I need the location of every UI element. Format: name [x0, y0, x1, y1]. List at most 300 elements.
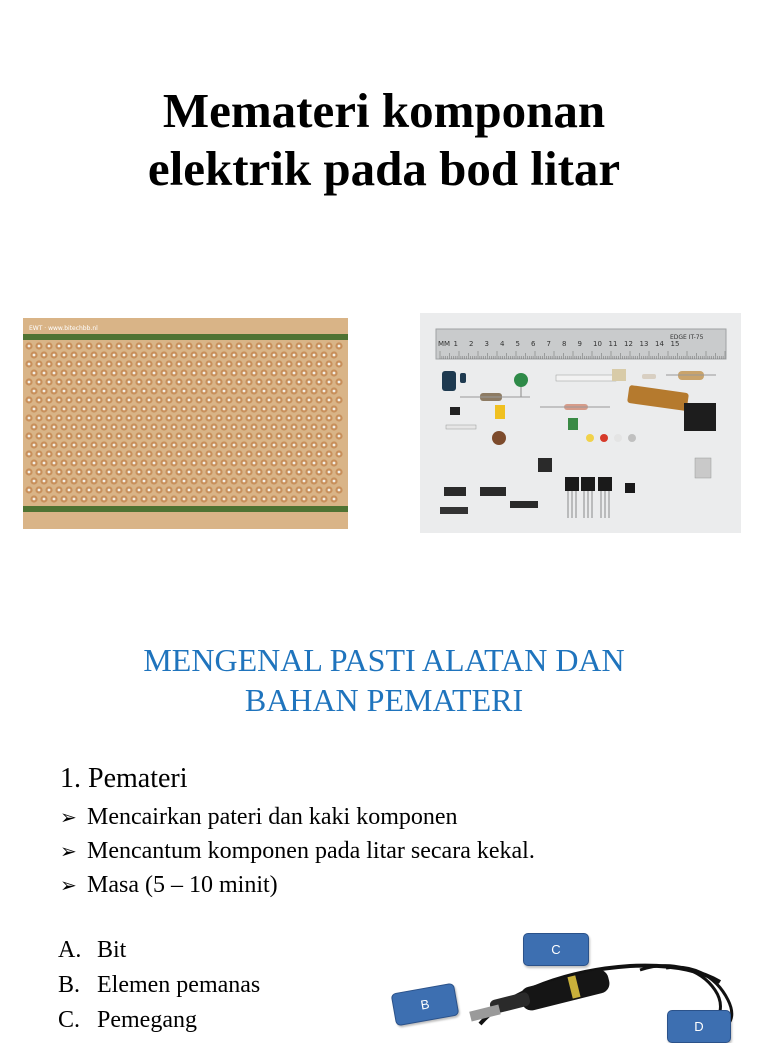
stripboard-hole	[308, 363, 311, 366]
ruler-number: 5	[515, 340, 520, 348]
stripboard-hole	[123, 390, 126, 393]
stripboard-hole	[128, 363, 131, 366]
stripboard-hole	[88, 453, 91, 456]
ruler-number: 8	[562, 340, 567, 348]
stripboard-hole	[253, 480, 256, 483]
stripboard-hole	[318, 363, 321, 366]
stripboard-hole	[203, 390, 206, 393]
stripboard-hole	[268, 471, 271, 474]
transistor-icon	[565, 477, 579, 491]
stripboard-hole	[218, 399, 221, 402]
stripboard-hole	[103, 498, 106, 501]
stripboard-hole	[158, 435, 161, 438]
stripboard-hole	[28, 435, 31, 438]
stripboard-hole	[293, 480, 296, 483]
stripboard-hole	[268, 435, 271, 438]
stripboard-hole	[263, 462, 266, 465]
stripboard-hole	[288, 453, 291, 456]
stripboard-hole	[38, 453, 41, 456]
stripboard-hole	[203, 426, 206, 429]
stripboard-hole	[233, 480, 236, 483]
stripboard-hole	[143, 498, 146, 501]
stripboard-hole	[193, 498, 196, 501]
stripboard-hole	[218, 345, 221, 348]
stripboard-hole	[308, 381, 311, 384]
stripboard-hole	[33, 426, 36, 429]
stripboard-hole	[193, 480, 196, 483]
stripboard-hole	[98, 345, 101, 348]
stripboard-hole	[213, 354, 216, 357]
stripboard-hole	[283, 390, 286, 393]
stripboard-hole	[228, 345, 231, 348]
stripboard-hole	[248, 489, 251, 492]
stripboard-hole	[28, 453, 31, 456]
stripboard-hole	[193, 426, 196, 429]
stripboard-hole	[68, 453, 71, 456]
stripboard-hole	[173, 390, 176, 393]
stripboard-hole	[188, 435, 191, 438]
stripboard-hole	[263, 480, 266, 483]
stripboard-hole	[283, 462, 286, 465]
stripboard-hole	[278, 381, 281, 384]
stripboard-hole	[78, 399, 81, 402]
stripboard-hole	[313, 480, 316, 483]
stripboard-hole	[238, 381, 241, 384]
stripboard-hole	[63, 426, 66, 429]
stripboard-hole	[133, 390, 136, 393]
stripboard-hole	[143, 354, 146, 357]
stripboard-hole	[193, 408, 196, 411]
stripboard-hole	[93, 480, 96, 483]
stripboard-hole	[253, 354, 256, 357]
stripboard-hole	[258, 471, 261, 474]
stripboard-hole	[78, 471, 81, 474]
stripboard-hole	[318, 399, 321, 402]
stripboard-hole	[178, 345, 181, 348]
stripboard-hole	[288, 435, 291, 438]
stripboard-hole	[48, 381, 51, 384]
stripboard-hole	[213, 444, 216, 447]
ceramic-capacitor-icon	[514, 373, 528, 387]
stripboard-hole	[63, 462, 66, 465]
stripboard-hole	[298, 453, 301, 456]
stripboard-hole	[213, 408, 216, 411]
stripboard-hole	[73, 408, 76, 411]
stripboard-hole	[253, 498, 256, 501]
stripboard-hole	[213, 480, 216, 483]
stripboard-hole	[233, 354, 236, 357]
stripboard-hole	[238, 363, 241, 366]
stripboard-hole	[53, 408, 56, 411]
stripboard-hole	[73, 354, 76, 357]
stripboard-hole	[133, 462, 136, 465]
stripboard-hole	[33, 444, 36, 447]
stripboard-hole	[323, 372, 326, 375]
stripboard-hole	[78, 381, 81, 384]
stripboard-hole	[123, 498, 126, 501]
stripboard-hole	[258, 363, 261, 366]
stripboard-hole	[233, 444, 236, 447]
arrow-bullet-icon: ➢	[60, 805, 77, 829]
part-label: Bit	[97, 937, 127, 963]
stripboard-hole	[308, 453, 311, 456]
stripboard-hole	[313, 498, 316, 501]
stripboard-hole	[133, 426, 136, 429]
stripboard-hole	[263, 498, 266, 501]
stripboard-hole	[318, 471, 321, 474]
stripboard-hole	[338, 345, 341, 348]
stripboard-hole	[198, 453, 201, 456]
stripboard-hole	[48, 417, 51, 420]
parts-list	[58, 933, 260, 1038]
stripboard-hole	[203, 480, 206, 483]
soldering-iron-image	[370, 930, 768, 1034]
stripboard-hole	[73, 480, 76, 483]
stripboard-hole	[138, 381, 141, 384]
stripboard-hole	[228, 471, 231, 474]
stripboard-hole	[198, 417, 201, 420]
stripboard-hole	[313, 462, 316, 465]
bullet-text: Masa (5 – 10 minit)	[87, 872, 278, 898]
stripboard-hole	[88, 399, 91, 402]
stripboard-hole	[263, 426, 266, 429]
stripboard-hole	[83, 408, 86, 411]
stripboard-hole	[283, 426, 286, 429]
stripboard-hole	[58, 471, 61, 474]
stripboard-hole	[293, 462, 296, 465]
stripboard-hole	[228, 453, 231, 456]
stripboard-hole	[143, 372, 146, 375]
stripboard-hole	[213, 462, 216, 465]
stripboard-hole	[288, 363, 291, 366]
stripboard-hole	[198, 471, 201, 474]
stripboard-hole	[233, 390, 236, 393]
stripboard-hole	[28, 345, 31, 348]
stripboard-hole	[88, 435, 91, 438]
handle-icon	[518, 967, 611, 1012]
stripboard-hole	[173, 354, 176, 357]
stripboard-hole	[188, 399, 191, 402]
stripboard-hole	[243, 480, 246, 483]
stripboard-hole	[153, 462, 156, 465]
stripboard-hole	[118, 399, 121, 402]
stripboard-hole	[138, 363, 141, 366]
arrow-bullet-icon: ➢	[60, 873, 77, 897]
stripboard-hole	[273, 444, 276, 447]
stripboard-hole	[163, 390, 166, 393]
stripboard-hole	[233, 408, 236, 411]
stripboard-hole	[278, 345, 281, 348]
stripboard-hole	[98, 435, 101, 438]
stripboard-hole	[238, 399, 241, 402]
stripboard-hole	[153, 444, 156, 447]
stripboard-hole	[123, 444, 126, 447]
stripboard-hole	[253, 408, 256, 411]
stripboard-hole	[328, 435, 331, 438]
stripboard-hole	[143, 444, 146, 447]
stripboard-hole	[168, 417, 171, 420]
stripboard-hole	[203, 408, 206, 411]
stripboard-hole	[118, 417, 121, 420]
stripboard-hole	[43, 372, 46, 375]
stripboard-hole	[208, 471, 211, 474]
ruler-number: 7	[546, 340, 551, 348]
disc-icon	[492, 431, 506, 445]
stripboard-hole	[33, 480, 36, 483]
stripboard-hole	[223, 408, 226, 411]
stripboard-hole	[328, 417, 331, 420]
stripboard-hole	[103, 390, 106, 393]
stripboard-hole	[68, 345, 71, 348]
stripboard-hole	[158, 345, 161, 348]
stripboard-hole	[308, 489, 311, 492]
section-heading-line2: BAHAN PEMATERI	[244, 682, 524, 718]
stripboard-hole	[263, 354, 266, 357]
stripboard-hole	[263, 408, 266, 411]
stripboard-hole	[238, 471, 241, 474]
stripboard-hole	[128, 453, 131, 456]
ruler-number: 15	[670, 340, 680, 348]
stripboard-hole	[48, 489, 51, 492]
stripboard-hole	[288, 345, 291, 348]
stripboard-hole	[148, 399, 151, 402]
stripboard-hole	[223, 444, 226, 447]
stripboard-hole	[93, 498, 96, 501]
stripboard-hole	[268, 381, 271, 384]
stripboard-hole	[123, 426, 126, 429]
stripboard-hole	[93, 426, 96, 429]
stripboard-hole	[48, 471, 51, 474]
page-title-line1: Memateri komponan	[162, 83, 606, 138]
stripboard-hole	[43, 480, 46, 483]
ruler-number: 3	[484, 340, 489, 348]
stripboard-hole	[43, 354, 46, 357]
stripboard-hole	[288, 471, 291, 474]
stripboard-hole	[48, 435, 51, 438]
stripboard-hole	[228, 381, 231, 384]
stripboard-hole	[148, 453, 151, 456]
part-letter: A.	[58, 937, 82, 963]
stripboard-hole	[53, 498, 56, 501]
stripboard-hole	[293, 408, 296, 411]
stripboard-hole	[93, 444, 96, 447]
stripboard-hole	[248, 381, 251, 384]
stripboard-hole	[233, 426, 236, 429]
stripboard-hole	[338, 399, 341, 402]
stripboard-hole	[28, 417, 31, 420]
stripboard-hole	[183, 480, 186, 483]
stripboard-hole	[113, 462, 116, 465]
stripboard-hole	[183, 498, 186, 501]
stripboard-hole	[163, 444, 166, 447]
stripboard-hole	[238, 489, 241, 492]
stripboard-hole	[138, 435, 141, 438]
stripboard-hole	[238, 453, 241, 456]
stripboard-hole	[68, 471, 71, 474]
stripboard-hole	[308, 435, 311, 438]
stripboard-hole	[188, 471, 191, 474]
stripboard-hole	[228, 489, 231, 492]
stripboard-hole	[83, 444, 86, 447]
stripboard-hole	[223, 480, 226, 483]
stripboard-hole	[333, 408, 336, 411]
stripboard-hole	[283, 498, 286, 501]
stripboard-hole	[163, 408, 166, 411]
stripboard-hole	[168, 345, 171, 348]
stripboard-hole	[278, 489, 281, 492]
stripboard-hole	[198, 345, 201, 348]
stripboard-hole	[63, 498, 66, 501]
stripboard-hole	[113, 408, 116, 411]
stripboard-hole	[183, 408, 186, 411]
stripboard-hole	[173, 498, 176, 501]
stripboard-hole	[198, 363, 201, 366]
stripboard-hole	[133, 372, 136, 375]
stripboard-hole	[113, 390, 116, 393]
stripboard-hole	[33, 498, 36, 501]
stripboard-hole	[43, 462, 46, 465]
stripboard-hole	[248, 399, 251, 402]
stripboard-hole	[93, 408, 96, 411]
stripboard-hole	[118, 363, 121, 366]
stripboard-hole	[248, 345, 251, 348]
stripboard-hole	[63, 372, 66, 375]
stripboard-hole	[333, 426, 336, 429]
stripboard-hole	[53, 354, 56, 357]
stripboard-hole	[298, 489, 301, 492]
stripboard-hole	[218, 363, 221, 366]
stripboard-hole	[148, 435, 151, 438]
stripboard-hole	[188, 345, 191, 348]
stripboard-hole	[338, 363, 341, 366]
ruler-number: 13	[639, 340, 649, 348]
ruler-number: 6	[531, 340, 536, 348]
stripboard-hole	[43, 444, 46, 447]
stripboard-hole	[198, 489, 201, 492]
stripboard-hole	[208, 417, 211, 420]
stripboard-hole	[28, 381, 31, 384]
stripboard-hole	[328, 399, 331, 402]
stripboard-hole	[183, 444, 186, 447]
stripboard-hole	[98, 471, 101, 474]
stripboard-hole	[98, 417, 101, 420]
stripboard-hole	[323, 354, 326, 357]
stripboard-hole	[318, 381, 321, 384]
stripboard-hole	[138, 489, 141, 492]
stripboard-hole	[183, 372, 186, 375]
stripboard-hole	[193, 354, 196, 357]
bullet-item	[60, 800, 535, 834]
stripboard-hole	[138, 471, 141, 474]
stripboard-hole	[68, 363, 71, 366]
stripboard-hole	[33, 462, 36, 465]
stripboard-hole	[293, 426, 296, 429]
stripboard-hole	[38, 435, 41, 438]
stripboard-hole	[153, 372, 156, 375]
stripboard-hole	[248, 435, 251, 438]
stripboard-image	[23, 318, 348, 529]
ruler-number: 9	[577, 340, 582, 348]
stripboard-hole	[93, 462, 96, 465]
stripboard-hole	[183, 354, 186, 357]
stripboard-hole	[313, 372, 316, 375]
stripboard-hole	[223, 498, 226, 501]
stripboard-hole	[83, 354, 86, 357]
stripboard-hole	[223, 462, 226, 465]
stripboard-hole	[218, 435, 221, 438]
stripboard-hole	[273, 426, 276, 429]
stripboard-hole	[73, 390, 76, 393]
stripboard-hole	[148, 381, 151, 384]
stripboard-hole	[123, 480, 126, 483]
stripboard-hole	[228, 435, 231, 438]
stripboard-hole	[28, 489, 31, 492]
stripboard-hole	[143, 462, 146, 465]
stripboard-hole	[153, 426, 156, 429]
stripboard-hole	[108, 471, 111, 474]
stripboard-hole	[73, 462, 76, 465]
stripboard-hole	[163, 354, 166, 357]
stripboard-hole	[203, 354, 206, 357]
stripboard-hole	[63, 354, 66, 357]
stripboard-hole	[298, 399, 301, 402]
stripboard-hole	[283, 444, 286, 447]
stripboard-hole	[163, 480, 166, 483]
stripboard-hole	[263, 390, 266, 393]
stripboard-hole	[78, 435, 81, 438]
stripboard-hole	[228, 417, 231, 420]
stripboard-hole	[273, 372, 276, 375]
stripboard-hole	[28, 471, 31, 474]
stripboard-hole	[193, 444, 196, 447]
stripboard-hole	[58, 345, 61, 348]
stripboard-hole	[63, 480, 66, 483]
stripboard-hole	[208, 489, 211, 492]
stripboard-hole	[58, 489, 61, 492]
stripboard-hole	[218, 417, 221, 420]
part-label: Pemegang	[97, 1007, 197, 1033]
stripboard-hole	[163, 462, 166, 465]
ruler-number: 12	[624, 340, 633, 348]
stripboard-hole	[158, 363, 161, 366]
stripboard-hole	[223, 390, 226, 393]
stripboard-hole	[223, 354, 226, 357]
capacitor-icon	[442, 371, 456, 391]
stripboard-hole	[53, 372, 56, 375]
part-item	[58, 933, 260, 968]
stripboard-hole	[283, 372, 286, 375]
page-title-line2: elektrik pada bod litar	[147, 141, 621, 196]
stripboard-hole	[233, 498, 236, 501]
stripboard-hole	[128, 381, 131, 384]
stripboard-hole	[183, 390, 186, 393]
stripboard-hole	[303, 498, 306, 501]
stripboard-hole	[198, 435, 201, 438]
stripboard-hole	[233, 462, 236, 465]
stripboard-hole	[113, 480, 116, 483]
stripboard-hole	[298, 381, 301, 384]
stripboard-hole	[268, 345, 271, 348]
stripboard-hole	[93, 390, 96, 393]
stripboard-hole	[158, 381, 161, 384]
stripboard-hole	[253, 426, 256, 429]
stripboard-hole	[108, 489, 111, 492]
stripboard-hole	[193, 372, 196, 375]
stripboard-hole	[143, 426, 146, 429]
stripboard-hole	[328, 489, 331, 492]
stripboard-hole	[298, 435, 301, 438]
stripboard-hole	[128, 435, 131, 438]
